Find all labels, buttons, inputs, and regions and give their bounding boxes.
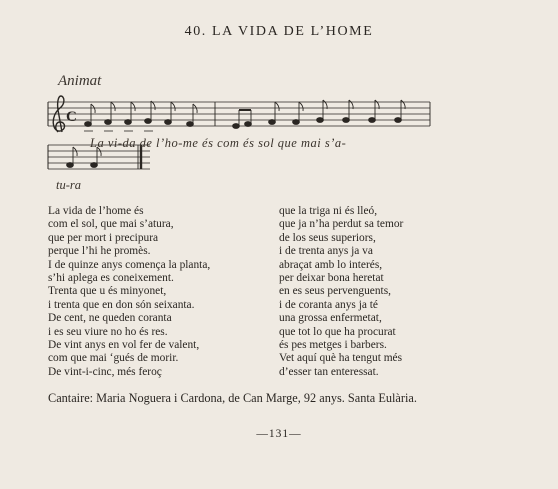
lyrics-line-1: La vi-da de l’ho-me és com és sol que mai s’a- <box>90 136 347 150</box>
verse-column-right <box>279 205 403 379</box>
verse-line: d’esser tan enteressat. <box>279 365 379 378</box>
tempo-marking: Animat <box>58 73 102 89</box>
verse-line: que ja n’ha perdut sa temor <box>279 218 404 231</box>
verse-line: De vint anys en vol fer de valent, <box>48 339 200 352</box>
verse-line: com el sol, que mai s’atura, <box>48 218 174 231</box>
music-score <box>0 0 558 200</box>
verse-line: Vet aquí què ha tengut més <box>279 352 403 365</box>
verse-line: perque l’hi he promès. <box>48 245 151 258</box>
verse-line: i de trenta anys ja va <box>279 245 373 258</box>
verse-line: i trenta que en don són seixanta. <box>48 298 195 311</box>
verse-line: abraçat amb lo interés, <box>279 258 383 271</box>
verse-line: que la triga ni és lleó, <box>279 205 378 217</box>
verse-line: com que mai ‘gués de morir. <box>48 352 179 365</box>
verse-line: De cent, ne queden coranta <box>48 312 172 325</box>
verse-line: és pes metges i barbers. <box>279 339 387 352</box>
verse-line: I de quinze anys comença la planta, <box>48 258 211 271</box>
verse-line: Trenta que u és minyonet, <box>48 285 167 298</box>
verse-line: que per mort i precipura <box>48 231 159 244</box>
time-signature-icon: C <box>66 109 77 125</box>
verse-line: que tot lo que ha procurat <box>279 325 396 338</box>
verse-line: De vint-i-cinc, més feroç <box>48 365 162 378</box>
verse-column-left <box>48 205 210 379</box>
verse-line: en es seus pervenguents, <box>279 285 391 298</box>
lyrics-line-2: tu-ra <box>56 178 81 192</box>
verse-line: La vida de l’home és <box>48 205 144 217</box>
verse-line: per deixar bona heretat <box>279 272 384 285</box>
verse-line: una grossa enfermetat, <box>279 312 382 325</box>
page-number: —131— <box>256 428 302 440</box>
song-title: 40. LA VIDA DE L’HOME <box>184 24 374 39</box>
verse-line: s’hi aplega es coneixement. <box>48 272 174 285</box>
singer-credit: Cantaire: Maria Noguera i Cardona, de Can Marge, 92 anys. Santa Eulària. <box>48 391 417 405</box>
verse-line: i es seu viure no ho és res. <box>48 325 168 338</box>
verse-line: i de coranta anys ja té <box>279 298 378 311</box>
verse-line: de los seus superiors, <box>279 231 376 244</box>
music-staff-drawing <box>0 0 558 200</box>
